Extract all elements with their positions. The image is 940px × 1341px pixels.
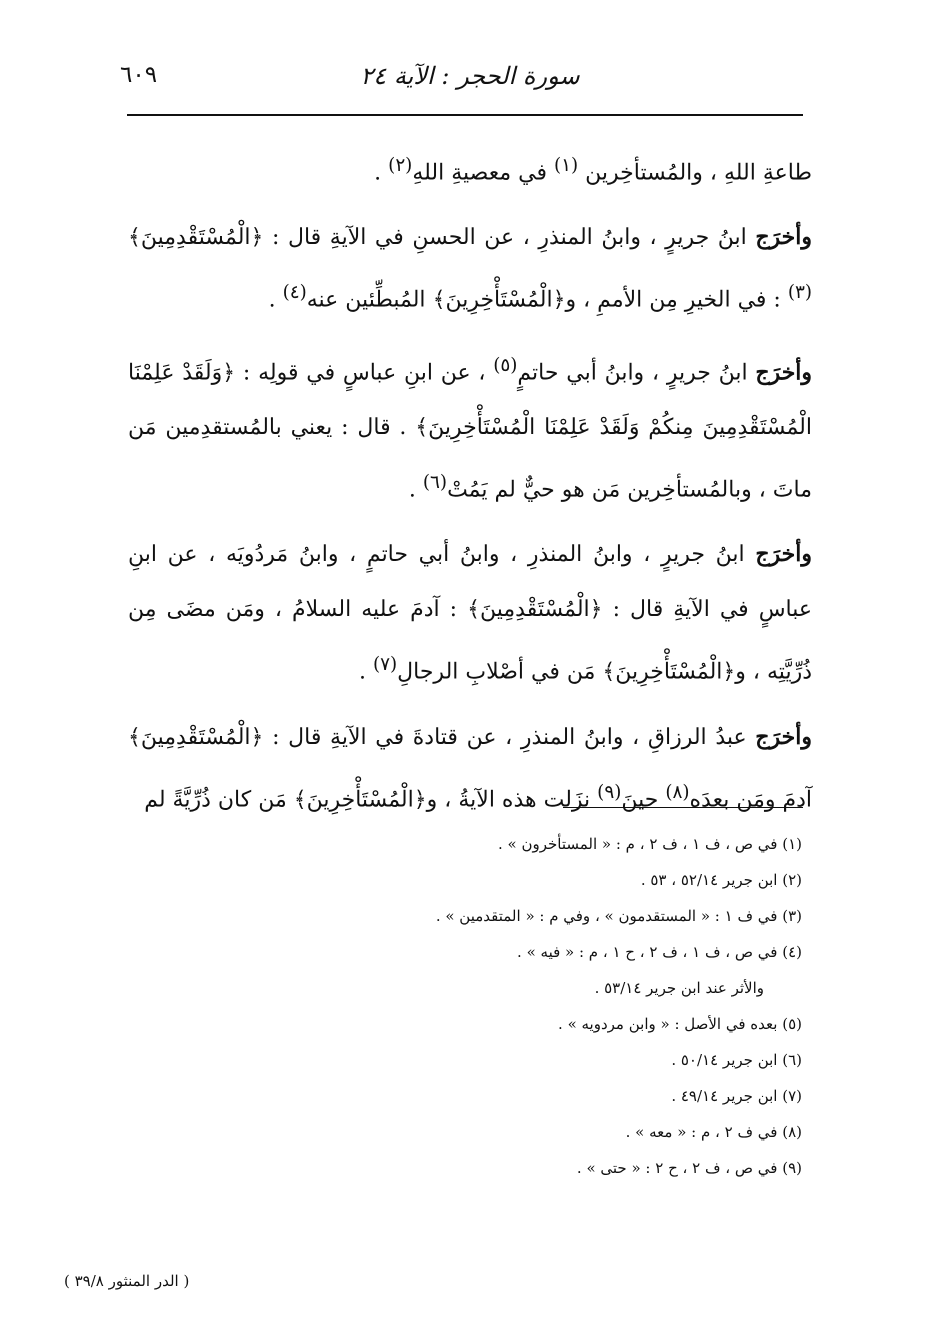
paragraph-lead: وأخرَج	[755, 224, 812, 251]
footnote-item: (٧) ابن جرير ٤٩/١٤ .	[671, 1087, 802, 1105]
footnote-item: (٩) في ص ، ف ٢ ، ح ٢ : « حتى » .	[576, 1159, 802, 1177]
quran-quote: ﴿الْمُسْتَقْدِمِينَ﴾	[467, 597, 603, 623]
footnote-rule	[563, 807, 803, 808]
header-rule	[127, 114, 803, 116]
footnote-mark-6: (٦)	[422, 471, 448, 493]
page-header	[120, 62, 820, 98]
footnote-item: (١) في ص ، ف ١ ، ف ٢ ، م : « المستأخرون » .	[497, 835, 802, 853]
quran-quote: ﴿وَلَقَدْ عَلِمْنَا الْمُسْتَقْدِمِينَ مِنكُمْ وَلَقَدْ عَلِمْنَا الْمُسْتَأْخِرِينَ﴾	[128, 359, 812, 440]
paragraph-2: وأخرَج ابنُ جريرٍ ، وابنُ المنذرِ ، عن الحسنِ في الآيةِ قال : ﴿الْمُسْتَقْدِمِينَ﴾$^{(٣)}$ : في الخيرِ مِن الأممِ ، و﴿الْمُسْتَأْخِرِينَ﴾ المُبطِّئين عنه$^{(٤)}$ .	[128, 224, 812, 313]
footnote-item: (٥) بعده في الأصل : « وابن مردويه » .	[558, 1015, 802, 1033]
footnote-mark-3: (٣)	[787, 282, 812, 304]
footnote-item: (٦) ابن جرير ٥٠/١٤ .	[671, 1051, 802, 1069]
footnote-item: (٣) في ف ١ : « المستقدمون » ، وفي م : « المتقدمين » .	[435, 907, 802, 925]
footnote-item: (٢) ابن جرير ٥٢/١٤ ، ٥٣ .	[640, 871, 802, 889]
footnote-mark-9: (٩)	[597, 781, 622, 803]
quran-quote: ﴿الْمُسْتَأْخِرِينَ﴾	[432, 287, 566, 313]
paragraph-lead: وأخرَج	[755, 723, 812, 750]
page-number: ٦٠٩	[120, 62, 158, 88]
paragraph-lead: وأخرَج	[755, 358, 813, 385]
paragraph-4: وأخرَج ابنُ جريرٍ ، وابنُ المنذرِ ، وابنُ أبي حاتمٍ ، وابنُ مَردُويَه ، عن ابنِ عباسٍ في الآيةِ قال : ﴿الْمُسْتَقْدِمِينَ﴾ : آدمَ عليه السلامُ ، ومَن مضَى مِن ذُرِّيَّتِه ، و﴿الْمُسْتَأْخِرِينَ﴾ مَن في أصْلابِ الرجالِ$^{(٧)}$ .	[128, 541, 813, 685]
footnote-mark-5: (٥)	[493, 354, 518, 376]
paragraph-5: وأخرَج عبدُ الرزاقِ ، وابنُ المنذرِ ، عن قتادةَ في الآيةِ قال : ﴿الْمُسْتَقْدِمِينَ﴾ آدمَ ومَن بعدَه$^{(٨)}$ حينَ$^{(٩)}$ نزَلت هذه الآيةُ ، و﴿الْمُسْتَأْخِرِينَ﴾ مَن كان ذُرِّيَّةً لم	[128, 723, 812, 812]
quran-quote: ﴿الْمُسْتَأْخِرِينَ﴾	[293, 786, 427, 812]
footnote-mark-7: (٧)	[372, 654, 398, 676]
footnote-item: (٨) في ف ٢ ، م : « معه » .	[625, 1123, 802, 1141]
quran-quote: ﴿الْمُسْتَأْخِرِينَ﴾	[602, 659, 736, 685]
source-reference: ( الدر المنثور ٣٩/٨ )	[64, 1272, 190, 1290]
footnotes	[282, 826, 802, 1186]
running-title: سورة الحجر : الآية ٢٤	[360, 62, 580, 90]
paragraph-1: طاعةِ اللهِ ، والمُستأخِرين $^{(١)}$ في معصيةِ اللهِ$^{(٢)}$ .	[374, 155, 812, 186]
footnote-mark-8: (٨)	[665, 781, 690, 803]
footnote-mark-2: (٢)	[388, 155, 413, 176]
footnote-continuation: والأثر عند ابن جرير ٥٣/١٤ .	[594, 979, 764, 997]
quran-quote: ﴿الْمُسْتَقْدِمِينَ﴾	[128, 225, 264, 251]
footnote-mark-4: (٤)	[282, 282, 307, 304]
footnote-mark-1: (١)	[553, 155, 579, 176]
paragraph-lead: وأخرَج	[755, 541, 812, 568]
quran-quote: ﴿الْمُسْتَقْدِمِينَ﴾	[128, 724, 264, 750]
footnote-item: (٤) في ص ، ف ١ ، ف ٢ ، ح ١ ، م : « فيه » .	[517, 943, 802, 961]
main-text	[128, 138, 812, 837]
paragraph-3: وأخرَج ابنُ جريرٍ ، وابنُ أبي حاتمٍ$^{(٥)}$ ، عن ابنِ عباسٍ في قولِه : ﴿وَلَقَدْ عَلِمْنَا الْمُسْتَقْدِمِينَ مِنكُمْ وَلَقَدْ عَلِمْنَا الْمُسْتَأْخِرِينَ﴾ . قال : يعني بالمُستقدِمين مَن ماتَ ، وبالمُستأخِرين مَن هو حيٌّ لم يَمُتْ$^{(٦)}$ .	[128, 354, 813, 503]
